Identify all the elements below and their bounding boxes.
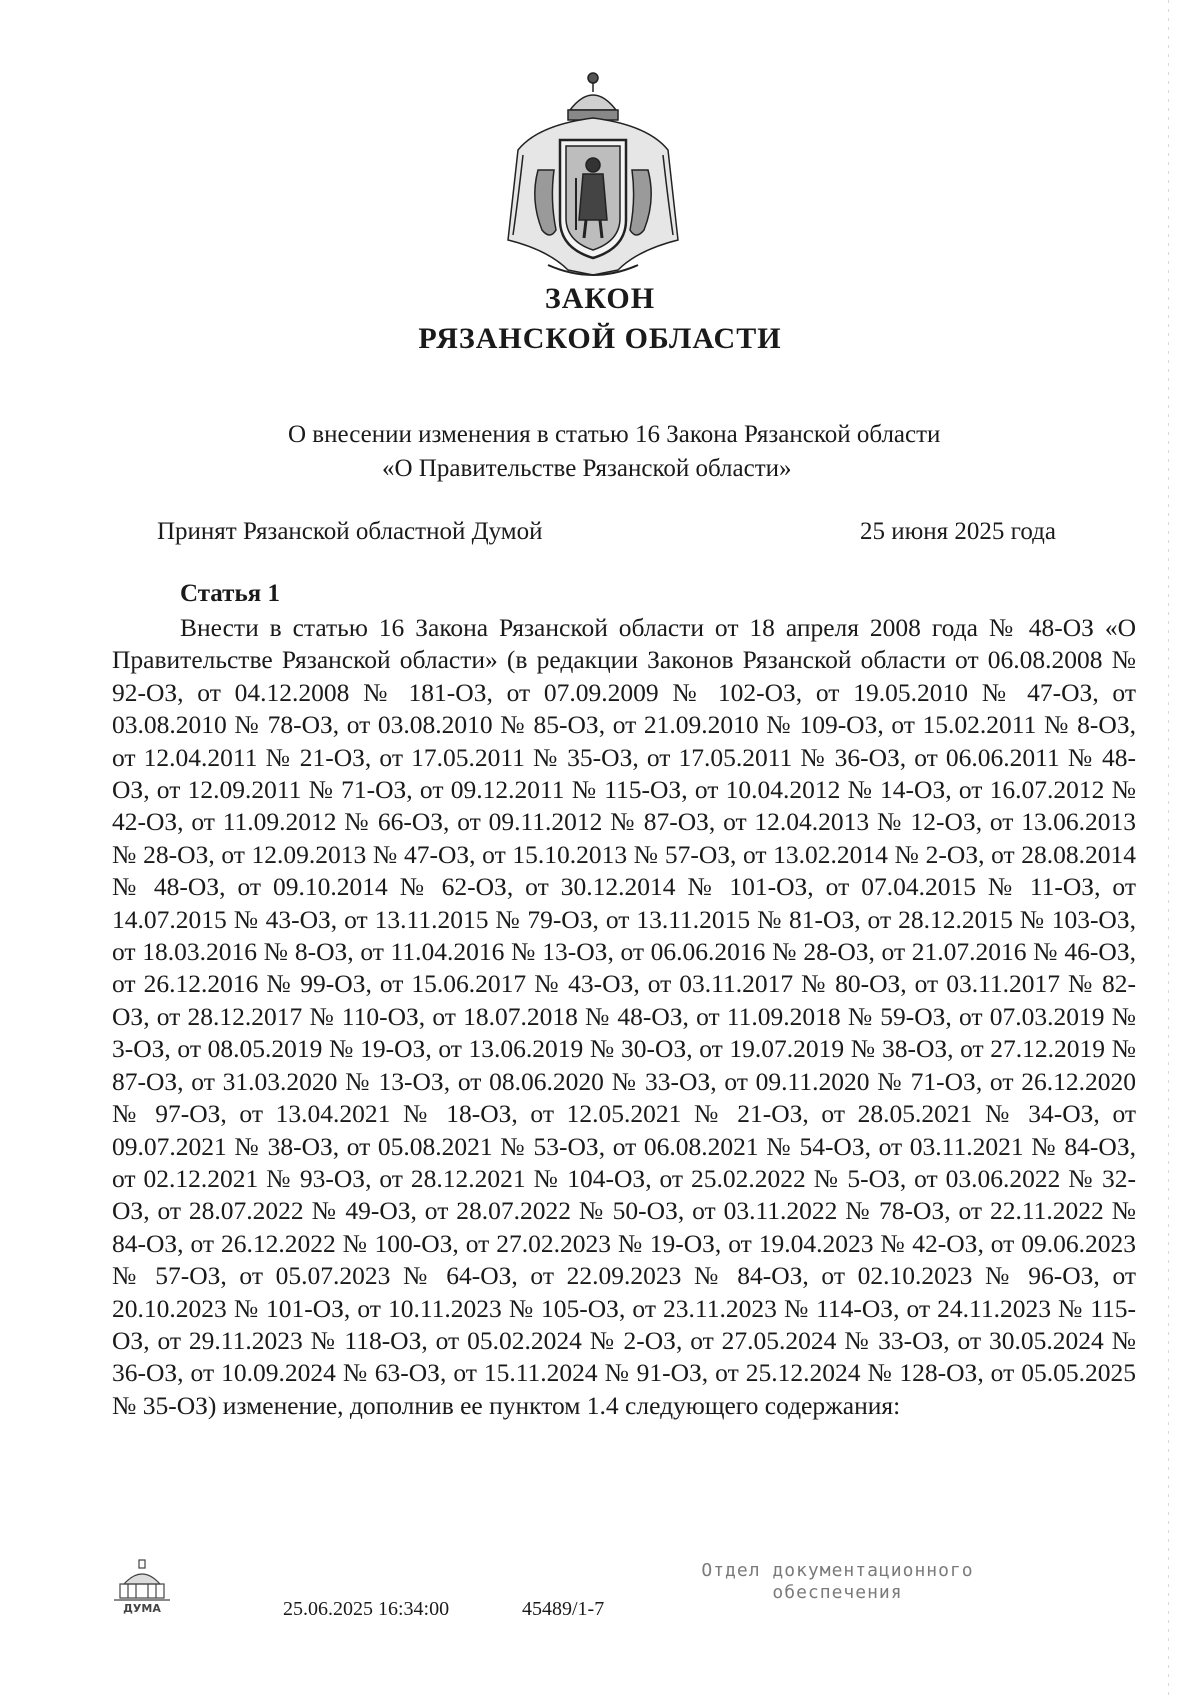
law-region: РЯЗАНСКОЙ ОБЛАСТИ [418,322,782,355]
law-title: ЗАКОН [544,282,656,315]
duma-logo-text: ДУМА [123,1602,161,1615]
scan-margin-line [1168,0,1169,1695]
footer-doc-number: 45489/1-7 [522,1598,605,1620]
article-text: Внести в статью 16 Закона Рязанской области от 18 апреля 2008 года № 48-ОЗ «О Правительстве Рязанской области» (в редакции Законов Рязанской области от 06.08.2008 № 92-ОЗ, от 04.12.2008 № 181-ОЗ, от 07.09.2009 № 102-ОЗ, от 19.05.2010 № 47-ОЗ, от 03.08.2010 № 78-ОЗ, от 03.08.2010 № 85-ОЗ, от 21.09.2010 № 109-ОЗ, от 15.02.2011 № 8-ОЗ, от 12.04.2011 № 21-ОЗ, от 17.05.2011 № 35-ОЗ, от 17.05.2011 № 36-ОЗ, от 06.06.2011 № 48-ОЗ, от 12.09.2011 № 71-ОЗ, от 09.12.2011 № 115-ОЗ, от 10.04.2012 № 14-ОЗ, от 16.07.2012 № 42-ОЗ, от 11.09.2012 № 66-ОЗ, от 09.11.2012 № 87-ОЗ, от 12.04.2013 № 12-ОЗ, от 13.06.2013 № 28-ОЗ, от 12.09.2013 № 47-ОЗ, от 15.10.2013 № 57-ОЗ, от 13.02.2014 № 2-ОЗ, от 28.08.2014 № 48-ОЗ, от 09.10.2014 № 62-ОЗ, от 30.12.2014 № 101-ОЗ, от 07.04.2015 № 11-ОЗ, от 14.07.2015 № 43-ОЗ, от 13.11.2015 № 79-ОЗ, от 13.11.2015 № 81-ОЗ, от 28.12.2015 № 103-ОЗ, от 18.03.2016 № 8-ОЗ, от 11.04.2016 № 13-ОЗ, от 06.06.2016 № 28-ОЗ, от 21.07.2016 № 46-ОЗ, от 26.12.2016 № 99-ОЗ, от 15.06.2017 № 43-ОЗ, от 03.11.2017 № 80-ОЗ, от 03.11.2017 № 82-ОЗ, от 28.12.2017 № 110-ОЗ, от 18.07.2018 № 48-ОЗ, от 11.09.2018 № 59-ОЗ, от 07.03.2019 № 3-ОЗ, от 08.05.2019 № 19-ОЗ, от 13.06.2019 № 30-ОЗ, от 19.07.2019 № 38-ОЗ, от 27.12.2019 № 87-ОЗ, от 31.03.2020 № 13-ОЗ, от 08.06.2020 № 33-ОЗ, от 09.11.2020 № 71-ОЗ, от 26.12.2020 № 97-ОЗ, от 13.04.2021 № 18-ОЗ, от 12.05.2021 № 21-ОЗ, от 28.05.2021 № 34-ОЗ, от 09.07.2021 № 38-ОЗ, от 05.08.2021 № 53-ОЗ, от 06.08.2021 № 54-ОЗ, от 03.11.2021 № 84-ОЗ, от 02.12.2021 № 93-ОЗ, от 28.12.2021 № 104-ОЗ, от 25.02.2022 № 5-ОЗ, от 03.06.2022 № 32-ОЗ, от 28.07.2022 № 49-ОЗ, от 28.07.2022 № 50-ОЗ, от 03.11.2022 № 78-ОЗ, от 22.11.2022 № 84-ОЗ, от 26.12.2022 № 100-ОЗ, от 27.02.2023 № 19-ОЗ, от 19.04.2023 № 42-ОЗ, от 09.06.2023 № 57-ОЗ, от 05.07.2023 № 64-ОЗ, от 22.09.2023 № 84-ОЗ, от 02.10.2023 № 96-ОЗ, от 20.10.2023 № 101-ОЗ, от 10.11.2023 № 105-ОЗ, от 23.11.2023 № 114-ОЗ, от 24.11.2023 № 115-ОЗ, от 29.11.2023 № 118-ОЗ, от 05.02.2024 № 2-ОЗ, от 27.05.2024 № 33-ОЗ, от 30.05.2024 № 36-ОЗ, от 10.09.2024 № 63-ОЗ, от 15.11.2024 № 91-ОЗ, от 25.12.2024 № 128-ОЗ, от 05.05.2025 № 35-ОЗ) изменение, дополнив ее пунктом 1.4 следующего содержания: [112,613,1136,1420]
article-heading: Статья 1 [180,580,280,607]
stamp-line-1: Отдел документационного [701,1560,974,1581]
accepted-by: Принят Рязанской областной Думой [157,518,543,545]
stamp-line-2: обеспечения [772,1582,903,1603]
law-subject-line-2: «О Правительстве Рязанской области» [382,455,792,482]
law-subject-line-1: О внесении изменения в статью 16 Закона Рязанской области [288,421,941,448]
duma-building-icon [110,1558,174,1616]
registration-stamp [700,1560,975,1604]
footer-timestamp: 25.06.2025 16:34:00 [283,1598,450,1620]
accepted-date: 25 июня 2025 года [860,518,1056,545]
ryazan-coat-of-arms-icon [498,70,688,285]
